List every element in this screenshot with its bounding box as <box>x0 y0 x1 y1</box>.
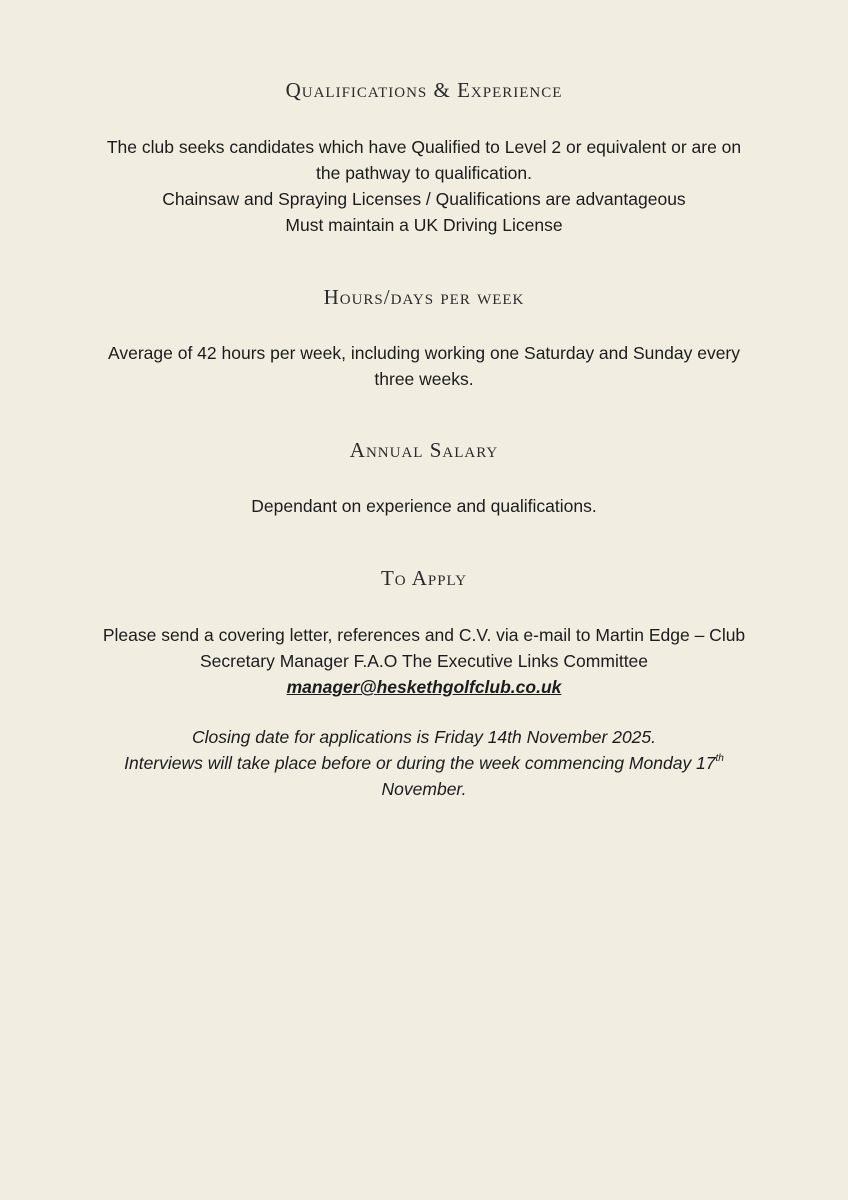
closing-details <box>80 724 768 802</box>
hours-body <box>80 340 768 392</box>
interviews-month-line: November. <box>381 779 467 799</box>
qualifications-line: the pathway to qualification. <box>316 163 532 183</box>
email-link[interactable]: manager@heskethgolfclub.co.uk <box>286 677 562 697</box>
qualifications-line: Must maintain a UK Driving License <box>285 215 563 235</box>
apply-email-line <box>80 674 768 700</box>
qualifications-line: The club seeks candidates which have Qualified to Level 2 or equivalent or are on <box>106 137 742 157</box>
interviews-text: Interviews will take place before or during the week commencing Monday 17 <box>124 753 716 773</box>
apply-body <box>80 622 768 700</box>
salary-line: Dependant on experience and qualifications. <box>251 496 597 516</box>
salary-heading: Annual Salary <box>349 438 499 462</box>
ordinal-suffix: th <box>715 753 724 764</box>
apply-heading: To Apply <box>380 566 468 590</box>
qualifications-heading: Qualifications & Experience <box>285 78 563 102</box>
apply-line: Secretary Manager F.A.O The Executive Links Committee <box>199 651 649 671</box>
hours-heading: Hours/days per week <box>323 285 525 309</box>
qualifications-line: Chainsaw and Spraying Licenses / Qualifications are advantageous <box>162 189 686 209</box>
closing-date-line: Closing date for applications is Friday 14th November 2025. <box>192 727 656 747</box>
interviews-line <box>80 750 768 776</box>
apply-line: Please send a covering letter, references and C.V. via e-mail to Martin Edge – Club <box>102 625 746 645</box>
qualifications-body <box>80 134 768 238</box>
salary-body <box>80 493 768 519</box>
hours-line: Average of 42 hours per week, including working one Saturday and Sunday every <box>107 343 741 363</box>
hours-line: three weeks. <box>374 369 474 389</box>
